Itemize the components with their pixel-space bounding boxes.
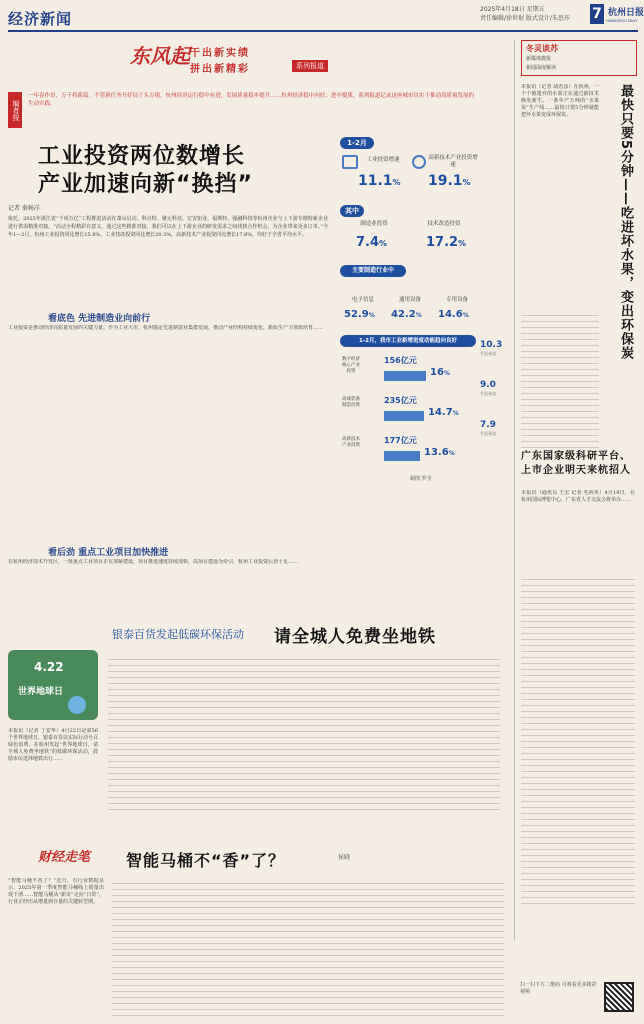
carbon-body-cont [108,654,500,814]
side-stat [480,380,510,397]
carbon-story [8,620,508,830]
growth-row-unit: % [452,410,459,417]
industry-label: 专用设备 [445,297,468,303]
growth-row-rate-num: 13.6 [424,447,449,458]
carbon-body: 本报讯（记者 丁安华）4月22日是第56个世界地球日，银泰百货以实际行动号召绿色消费，在杭州发起“世界地球日，请全城人免费坐地铁”的低碳环保活动，鼓励市民选择地铁出行…… [8,728,98,762]
industry-value [391,309,422,320]
industry-item [387,281,433,325]
card-hightech-invest [410,153,478,201]
paper-en: HANGZHOU DAILY [606,19,638,23]
column-tag: 财经走笔 [38,850,91,865]
period-4-pill: 1-2月，我市工业新增进度动能趋向良好 [340,335,476,347]
c4-value [426,235,466,250]
paper-name: 杭州日报 [608,8,644,18]
c3-value [356,235,387,250]
lead-body-2: 工业投资是推动经济高质量发展的关键力量。作为工业大市，杭州锚定先进制造业集群发展，推动产业结构持续优化，新质生产力加快培育…… [8,325,324,331]
badge-title: 世界地球日 [18,687,64,697]
growth-bar [384,411,424,421]
lead-body: 依托，2025年浙江省“千项万亿”工程推进活动在萧山启动。科百特、聚元科技、宏安铝业、福斯特、强融科技等杭州企业与上下游专精特新企业进行供需精准对接。“活动全程精彩有意义，通过这些精准对接，我们可以在上下游企业的研发需求之间找到合作机会，为企业带来更多订单。”今年1—2月，杭州工业投资同比增长15.8%，工业技改投资同比增长20.3%，高新技术产业投资同比增长17.6%，均好于全省平均水平。 [8,216,328,238]
c1-unit: % [392,178,401,187]
hightech-invest-icon [412,155,426,169]
qr-caption: 扫一扫下方二维码 可观看更多精彩视频 [520,982,597,995]
growth-bar [384,371,426,381]
industry-value-num: 42.2 [391,309,416,320]
right-headline: 最快只要5分钟——吃进坏水果，变出环保炭 [618,84,633,361]
growth-row-rate [430,367,450,378]
industry-item [340,281,386,325]
right-tag [521,40,637,76]
industry-unit: % [415,312,422,319]
growth-row-amount: 177亿元 [384,436,417,445]
c4-label: 技术改造投资 [427,221,461,227]
editor-line: 责任编辑/徐世珉 版式设计/朱思莎 [480,15,570,22]
growth-row-unit: % [448,450,455,457]
growth-row-unit: % [443,370,450,377]
section-title: 经济新闻 [8,10,73,28]
series-tag: 系列报道 [292,60,328,72]
editor-note-text: 一年春作首，万千将新篇。不管新任务开好局千头万绪，杭州经济运行稳中有进，发展质量稳步提升……杭州经济稳中向好、进中提质，系列报道记录这座城市以实干推动高质量发展的生动实践。 [28,93,474,107]
industry-value [344,309,375,320]
c3-value-num: 7.4 [356,235,380,250]
side-stat-value: 9.0 [480,380,496,390]
series-banner [130,40,350,86]
toilet-body: “智能马桶不香了？”近日，有行业数据显示，2025年第一季度智能马桶线上销量出现下滑……智能马桶从“新奇”走向“日常”，行业正经历从增量到存量的关键转型期。 [8,878,104,905]
infographic [340,135,480,535]
right-body-cont [521,310,599,450]
series-slogan-2: 拼出新精彩 [190,64,250,75]
toilet-story [8,842,508,1020]
qr-code-icon [604,982,634,1012]
card-tech-renovation [410,221,478,261]
c2-label: 高新技术产业投资增速 [428,155,478,168]
industry-unit: % [462,312,469,319]
masthead [0,0,644,34]
side-stat [480,420,510,437]
growth-bar [384,451,420,461]
earthday-badge [8,650,98,720]
industry-unit: % [368,312,375,319]
growth-row-amount: 235亿元 [384,396,417,405]
period-1-pill: 1-2月 [340,137,374,149]
lead-title-1: 工业投资两位数增长 [38,144,246,169]
industry-value-num: 52.9 [344,309,369,320]
date-line: 2025年4月18日 星期五 [480,6,545,13]
growth-row-amount: 156亿元 [384,356,417,365]
globe-icon [68,696,86,714]
industrial-invest-icon [342,155,358,169]
infographic-caption: 制图 罗莹 [410,476,432,482]
toilet-title: 智能马桶不“香”了？ [126,851,286,870]
right-column [514,40,638,940]
growth-row-rate [428,407,459,418]
side-stat-label: 个百分点 [480,431,496,436]
industry-value-num: 14.6 [438,309,463,320]
right-tag-sub2: 新闻深度解读 [526,65,557,71]
industry-label: 电子信息 [351,297,374,303]
right-body-2-cont [521,574,635,904]
growth-row-label: 高新技术产业投资 [342,437,360,448]
carbon-headline: 请全城人免费坐地铁 [274,627,436,647]
c3-unit: % [379,239,388,248]
growth-row [340,353,480,391]
right-tag-title: 冬灵谈苏 [526,44,558,53]
right-tag-sub: 新媒体微报 [526,56,552,62]
card-manufacturing [340,221,408,261]
c4-value-num: 17.2 [426,235,459,250]
side-stat-label: 个百分点 [480,391,496,396]
side-stats [480,340,510,470]
carbon-kicker: 银泰百货发起低碳环保活动 [112,628,244,641]
industry-label: 通用设备 [398,297,421,303]
c1-value [358,173,401,189]
c1-label: 工业投资增速 [366,157,400,163]
editor-note-label: 编者按 [8,92,22,128]
industry-row [340,281,480,325]
industry-item [434,281,480,325]
lead-story [8,135,336,565]
c4-unit: % [458,239,467,248]
side-stat-value: 7.9 [480,420,496,430]
period-2-pill: 其中 [340,205,364,217]
side-stat-value: 10.3 [480,340,503,350]
c1-value-num: 11.1 [358,173,393,189]
editor-note [8,92,476,130]
series-logo: 东风起 [130,44,190,68]
right-body-2: 本报讯（通讯员 王宏 记者 毛婷英）4月19日，在杭州国际博览中心，广东省人才交流会将举办…… [521,490,635,503]
growth-row-rate [424,447,455,458]
side-stat-label: 个百分点 [480,351,496,356]
lead-byline: 记者 秦畅洋 [8,205,40,212]
card-industrial-invest [340,153,408,201]
growth-row-label: 数字经济核心产业投资 [342,357,360,374]
side-stat [480,340,510,357]
lead-subhead-2: 看后劲 重点工业项目加快推进 [48,548,169,558]
toilet-byline: 侯晓 [338,854,351,861]
right-body: 本报讯（记者 胡若彦）在杭州，一个个被遗弃的水果正在通过新技术焕发新生。一条年产万吨的“水果炭”生产线……最快只要5分钟就能把坏水果变成环保炭。 [521,84,599,118]
growth-row [340,393,480,431]
c3-label: 制造业投资 [360,221,388,227]
c2-value-num: 19.1 [428,173,463,189]
qr-block [520,980,638,1020]
growth-row-label: 高端装备制造投资 [342,397,360,408]
series-slogan-1: 干出新实绩 [190,48,250,59]
growth-row [340,433,480,471]
toilet-body-cont [112,878,504,1018]
badge-date: 4.22 [34,660,64,674]
c2-value [428,173,471,189]
c2-unit: % [462,178,471,187]
lead-body-3: 在杭州经济技术开发区，一批重点工业项目正在加紧建设，项目推进速度持续加快，以项目建设为牵引，杭州工业投资后劲十足…… [8,559,299,565]
lead-title-2: 产业加速向新“换挡” [38,172,253,197]
lead-subhead-1: 看底色 先进制造业向前行 [48,314,151,324]
industry-value [438,309,469,320]
right-headline-2: 广东国家级科研平台、上市企业明天来杭招人 [521,451,631,476]
growth-row-rate-num: 14.7 [428,407,453,418]
growth-row-rate-num: 16 [430,367,444,378]
masthead-rule [8,30,638,32]
page-number: 7 [590,4,604,24]
period-3-pill: 主要制造行业中 [340,265,406,277]
